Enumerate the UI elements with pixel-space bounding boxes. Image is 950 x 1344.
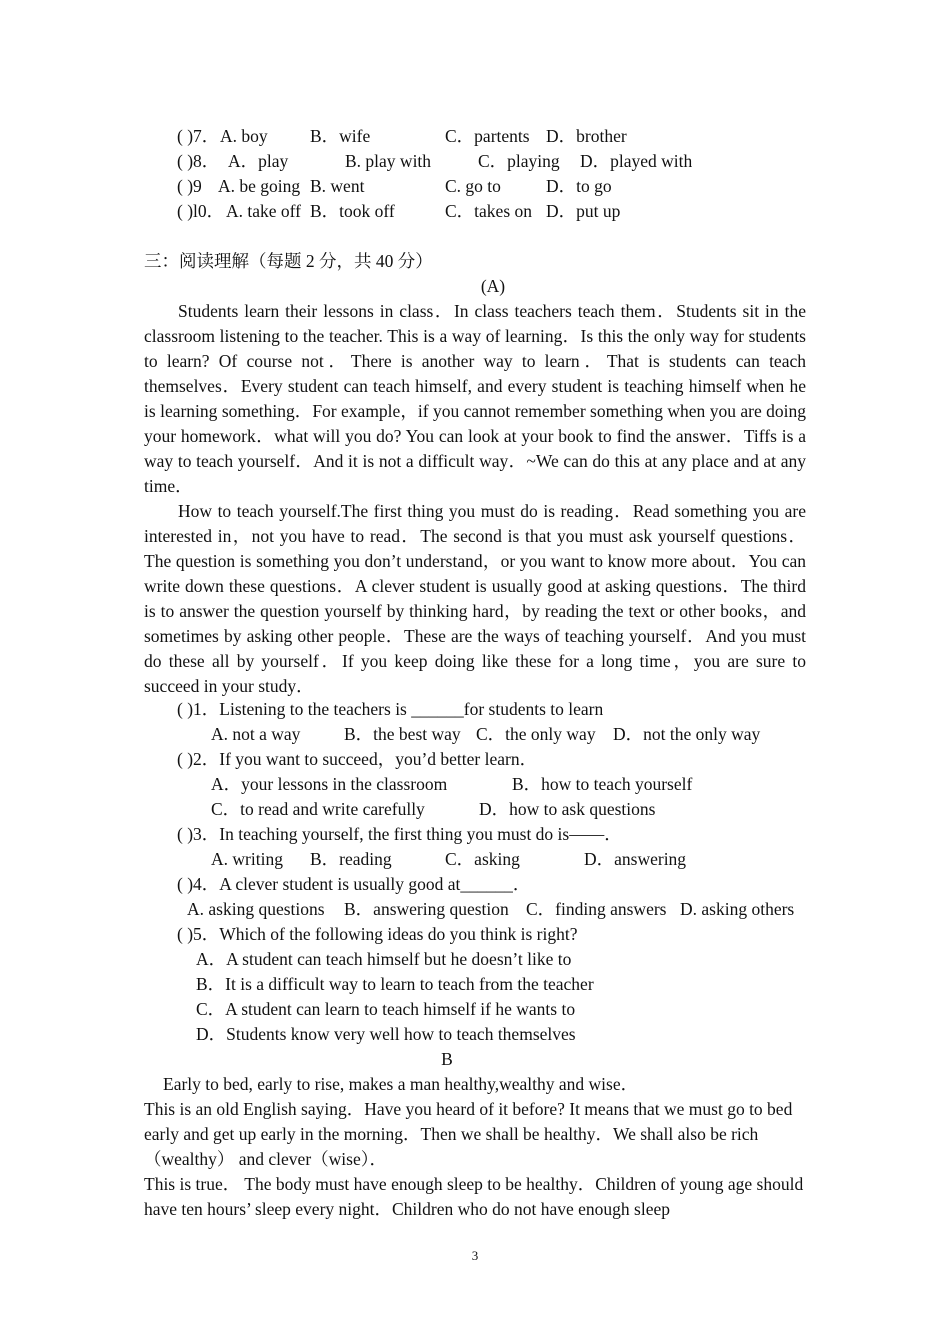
option-a: A．play bbox=[228, 151, 289, 171]
passage-a-paragraph-1: Students learn their lessons in class．In class teachers teach them．Students sit in the classroom listening to the teacher. This is a way of learning．Is this the only way for students to learn? Of course not．There is another way to learn．That is students can teach themselves．Every student can teach himself, and every student is teaching himself when he is learning something．For example，if you cannot remember something when you are doing your homework．what will you do? You can look at your book to find the answer．Tiffs is a way to teach yourself．And it is not a difficult way．~We can do this at any place and at any time． bbox=[144, 301, 806, 496]
option-c: C. go to bbox=[445, 176, 501, 196]
option-a: A. take off bbox=[226, 201, 301, 221]
question-5-option-d: D．Students know very well how to teach themselves bbox=[196, 1024, 576, 1044]
option-b: B．how to teach yourself bbox=[512, 774, 693, 794]
question-5-option-c: C．A student can learn to teach himself if he wants to bbox=[196, 999, 576, 1019]
passage-b-saying: Early to bed, early to rise, makes a man healthy,wealthy and wise． bbox=[163, 1074, 639, 1094]
option-c: C．takes on bbox=[445, 201, 533, 221]
question-1-stem: ( )1．Listening to the teachers is ______for students to learn bbox=[177, 699, 604, 719]
passage-b-paragraph-2: This is true． The body must have enough sleep to be healthy．Children of young age should have ten hours’ sleep every night．Children who do not have enough sleep bbox=[144, 1174, 804, 1219]
option-c: C．playing bbox=[478, 151, 560, 171]
option-d: D. asking others bbox=[680, 899, 795, 919]
option-d: D．brother bbox=[546, 126, 627, 146]
option-b: B. play with bbox=[345, 151, 432, 171]
question-5-option-b: B．It is a difficult way to learn to teach from the teacher bbox=[196, 974, 594, 994]
option-b: B．reading bbox=[310, 849, 392, 869]
passage-a-label: (A) bbox=[480, 276, 506, 296]
option-b: B．wife bbox=[310, 126, 371, 146]
option-b: B．answering question bbox=[344, 899, 509, 919]
option-b: B．the best way bbox=[344, 724, 461, 744]
section-heading: 三：阅读理解（每题 2 分，共 40 分） bbox=[144, 251, 433, 271]
option-d: D．answering bbox=[584, 849, 687, 869]
option-c: C．the only way bbox=[476, 724, 596, 744]
question-number: ( )9 bbox=[177, 176, 202, 196]
option-c: C．partents bbox=[445, 126, 530, 146]
passage-b bbox=[144, 1097, 806, 1222]
question-number: ( )7． bbox=[177, 126, 220, 146]
question-5-option-a: A．A student can teach himself but he doesn’t like to bbox=[196, 949, 572, 969]
option-b: B．took off bbox=[310, 201, 395, 221]
page-number: 3 bbox=[471, 1248, 479, 1263]
option-b: B. went bbox=[310, 176, 365, 196]
question-2-stem: ( )2．If you want to succeed，you’d better learn． bbox=[177, 749, 538, 769]
option-a: A．your lessons in the classroom bbox=[211, 774, 448, 794]
question-number: ( )8． bbox=[177, 151, 220, 171]
passage-b-label: B bbox=[441, 1049, 453, 1069]
option-a: A. not a way bbox=[211, 724, 301, 744]
option-c: C．finding answers bbox=[526, 899, 667, 919]
passage-b-paragraph-1: This is an old English saying．Have you heard of it before? It means that we must go to bed early and get up early in the morning．Then we shall be healthy．We shall also be rich （wealthy） and clever（wise）． bbox=[144, 1099, 793, 1169]
passage-a-paragraph-2: How to teach yourself.The first thing you must do is reading．Read something you are interested in，not you have to read．The second is that you must ask yourself questions．The question is something you don’t understand，or you want to know more about．You can write down these questions．A clever student is usually good at asking questions．The third is to answer the question yourself by thinking hard，by reading the text or other books，and sometimes by asking other people．These are the ways of teaching yourself．And you must do these all by yourself．If you keep doing like these for a long time，you are sure to succeed in your study． bbox=[144, 501, 806, 696]
question-3-stem: ( )3．In teaching yourself, the first thing you must do is——． bbox=[177, 824, 622, 844]
option-a: A. asking questions bbox=[187, 899, 325, 919]
option-c: C．to read and write carefully bbox=[211, 799, 425, 819]
option-a: A. writing bbox=[211, 849, 283, 869]
option-d: D．how to ask questions bbox=[479, 799, 656, 819]
option-a: A. be going bbox=[218, 176, 301, 196]
option-c: C．asking bbox=[445, 849, 520, 869]
option-d: D．to go bbox=[546, 176, 612, 196]
question-number: ( )l0． bbox=[177, 201, 225, 221]
option-d: D．put up bbox=[546, 201, 621, 221]
question-4-stem: ( )4．A clever student is usually good at______． bbox=[177, 874, 531, 894]
option-a: A. boy bbox=[220, 126, 268, 146]
option-d: D．played with bbox=[580, 151, 693, 171]
question-5-stem: ( )5．Which of the following ideas do you think is right? bbox=[177, 924, 578, 944]
option-d: D．not the only way bbox=[613, 724, 761, 744]
passage-a bbox=[144, 299, 806, 699]
